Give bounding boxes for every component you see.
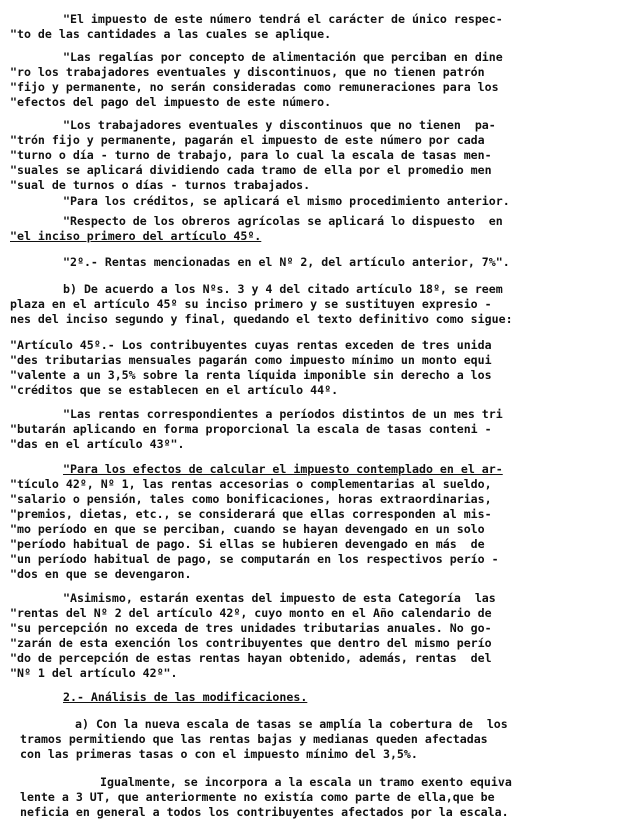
text-line: "período habitual de pago. Si ellas se hubieren devengado en más de — [10, 537, 485, 551]
text-line: "tículo 42º, Nº 1, las rentas accesorias o complementarias al sueldo, — [10, 477, 492, 491]
text-line: "Para los créditos, se aplicará el mismo procedimiento anterior. — [63, 194, 510, 208]
text-line: "butarán aplicando en forma proporcional la escala de tasas conteni - — [10, 422, 492, 436]
text-line: "créditos que se establecen en el artículo 44º. — [10, 383, 339, 397]
section-heading: 2.- Análisis de las modificaciones. — [63, 690, 308, 704]
text-line: "Para los efectos de calcular el impuesto contemplado en el ar- — [63, 462, 503, 476]
text-line: nes del inciso segundo y final, quedando el texto definitivo como sigue: — [10, 312, 513, 326]
text-line: "des tributarias mensuales pagarán como impuesto mínimo un monto equi — [10, 353, 492, 367]
text-line: plaza en el artículo 45º su inciso primero y se sustituyen expresio - — [10, 297, 492, 311]
text-line: con las primeras tasas o con el impuesto mínimo del 3,5%. — [20, 747, 418, 761]
text-line: "suales se aplicará dividiendo cada tramo de ella por el promedio men — [10, 163, 492, 177]
text-line: "salario o pensión, tales como bonificaciones, horas extraordinarias, — [10, 492, 492, 506]
text-line: "mo período en que se perciban, cuando se hayan devengado en un solo — [10, 522, 485, 536]
text-line: "2º.- Rentas mencionadas en el Nº 2, del artículo anterior, 7%". — [63, 255, 510, 269]
text-line: "rentas del Nº 2 del artículo 42º, cuyo monto en el Año calendario de — [10, 606, 492, 620]
text-line: b) De acuerdo a los Nºs. 3 y 4 del citado artículo 18º, se reem — [63, 282, 503, 296]
text-line: "Asimismo, estarán exentas del impuesto de esta Categoría las — [63, 591, 496, 605]
text-line: Igualmente, se incorpora a la escala un tramo exento equiva — [100, 775, 512, 789]
text-line: a) Con la nueva escala de tasas se amplía la cobertura de los — [75, 717, 508, 731]
text-line: tramos permitiendo que las rentas bajas y medianas queden afectadas — [20, 732, 488, 746]
text-line: "premios, dietas, etc., se considerará que ellas corresponden al mis- — [10, 507, 492, 521]
text-line: "el inciso primero del artículo 45º. — [10, 229, 262, 243]
text-line: "do de percepción de estas rentas hayan obtenido, además, rentas del — [10, 651, 492, 665]
text-line: "Las rentas correspondientes a períodos distintos de un mes tri — [63, 407, 503, 421]
text-line: "efectos del pago del impuesto de este número. — [10, 95, 332, 109]
text-line: "ro los trabajadores eventuales y discontinuos, que no tienen patrón — [10, 65, 485, 79]
text-line: "su percepción no exceda de tres unidades tributarias anuales. No go- — [10, 621, 492, 635]
text-line: "trón fijo y permanente, pagarán el impuesto de este número por cada — [10, 133, 485, 147]
text-line: "Artículo 45º.- Los contribuyentes cuyas rentas exceden de tres unida — [10, 338, 492, 352]
text-line: lente a 3 UT, que anteriormente no existía como parte de ella,que be — [20, 790, 495, 804]
text-line: "Las regalías por concepto de alimentación que perciban en dine — [63, 50, 503, 64]
text-line: "fijo y permanente, no serán consideradas como remuneraciones para los — [10, 80, 499, 94]
text-line: "to de las cantidades a las cuales se aplique. — [10, 27, 332, 41]
text-line: "El impuesto de este número tendrá el carácter de único respec- — [63, 12, 503, 26]
text-line: "un período habitual de pago, se computarán en los respectivos perío - — [10, 552, 499, 566]
text-line: "turno o día - turno de trabajo, para lo cual la escala de tasas men- — [10, 148, 492, 162]
text-line: "das en el artículo 43º". — [10, 437, 185, 451]
text-line: "Nº 1 del artículo 42º". — [10, 666, 178, 680]
text-line: "dos en que se devengaron. — [10, 567, 192, 581]
text-line: neficia en general a todos los contribuyentes afectados por la escala. — [20, 805, 509, 819]
text-line: "Respecto de los obreros agrícolas se aplicará lo dispuesto en — [63, 214, 503, 228]
text-line: "Los trabajadores eventuales y discontinuos que no tienen pa- — [63, 118, 496, 132]
text-line: "sual de turnos o días - turnos trabajados. — [10, 178, 311, 192]
text-line: "zarán de esta exención los contribuyentes que dentro del mismo perío — [10, 636, 492, 650]
text-line: "valente a un 3,5% sobre la renta líquida imponible sin derecho a los — [10, 368, 492, 382]
